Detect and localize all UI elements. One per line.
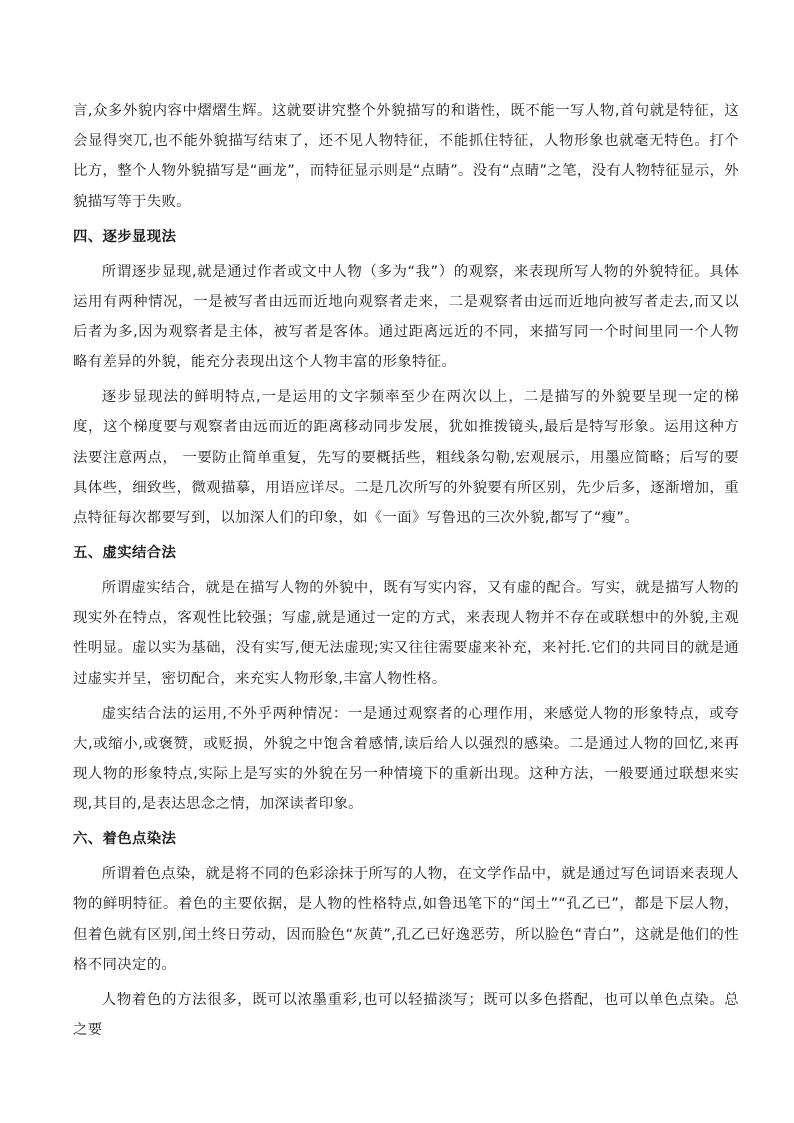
paragraph-4a: 所谓逐步显现,就是通过作者或文中人物（多为“我”）的观察，来表现所写人物的外貌特征。具体运用有两种情况，一是被写者由远而近地向观察者走来，二是观察者由远而近地向被写者走去,而又以后者为多,因为观察者是主体，被写者是客体。通过距离远近的不同，来描写同一个时间里同一个人物略有差异的外貌，能充分表现出这个人物丰富的形象特征。 <box>73 263 739 371</box>
paragraph-continuation: 言,众多外貌内容中熠熠生辉。这就要讲究整个外貌描写的和谐性，既不能一写人物,首句就是特征，这会显得突兀,也不能外貌描写结束了，还不见人物特征，不能抓住特征，人物形象也就毫无特色。打个比方，整个人物外貌描写是“画龙”，而特征显示则是“点睛”。没有“点睛”之笔，没有人物特征显示，外貌描写等于失败。 <box>73 103 739 210</box>
section-heading-4: 四、逐步显现法 <box>73 228 177 245</box>
document-page <box>73 96 739 1045</box>
section-heading-6: 六、着色点染法 <box>73 831 177 848</box>
paragraph-5a: 所谓虚实结合，就是在描写人物的外貌中，既有写实内容，又有虚的配合。写实，就是描写人物的现实外在特点，客观性比较强；写虚,就是通过一定的方式，来表现人物并不存在或联想中的外貌,主观性明显。虚以实为基础，没有实写,便无法虚现;实又往往需要虚来补充，来衬托.它们的共同目的就是通过虚实并呈，密切配合，来充实人物形象,丰富人物性格。 <box>73 580 739 687</box>
paragraph-5b: 虚实结合法的运用,不外乎两种情况：一是通过观察者的心理作用，来感觉人物的形象特点，或夸大,或缩小,或褒赞，或贬损，外貌之中饱含着感情,读后给人以强烈的感染。二是通过人物的回忆,来再现人物的形象特点,实际上是写实的外貌在另一种情境下的重新出现。这种方法，一般要通过联想来实现,其目的,是表达思念之情，加深读者印象。 <box>73 705 739 813</box>
paragraph-4b: 逐步显现法的鲜明特点,一是运用的文字频率至少在两次以上，二是描写的外貌要呈现一定的梯度，这个梯度要与观察者由远而近的距离移动同步发展，犹如推拨镜头,最后是特写形象。运用这种方法要注意两点， 一要防止简单重复，先写的要概括些，粗线条勾勒,宏观展示，用墨应简略；后写的要具体些，细致些，微观描摹，用语应详尽。二是几次所写的外貌要有所区别，先少后多，逐渐增加，重点特征每次都要写到，以加深人们的印象，如《一面》写鲁迅的三次外貌,都写了“瘦”。 <box>73 389 739 527</box>
section-heading-5: 五、虚实结合法 <box>73 545 177 562</box>
paragraph-6b: 人物着色的方法很多，既可以浓墨重彩,也可以轻描淡写；既可以多色搭配，也可以单色点染。总之要 <box>73 991 739 1039</box>
paragraph-6a: 所谓着色点染，就是将不同的色彩涂抹于所写的人物，在文学作品中，就是通过写色词语来表现人物的鲜明特征。着色的主要依据，是人物的性格特点,如鲁迅笔下的“闰土”“孔乙已”，都是下层人物，但着色就有区别,闰土终日劳动，因而脸色“灰黄”,孔乙已好逸恶劳，所以脸色“青白”，这就是他们的性格不同决定的。 <box>73 866 739 973</box>
